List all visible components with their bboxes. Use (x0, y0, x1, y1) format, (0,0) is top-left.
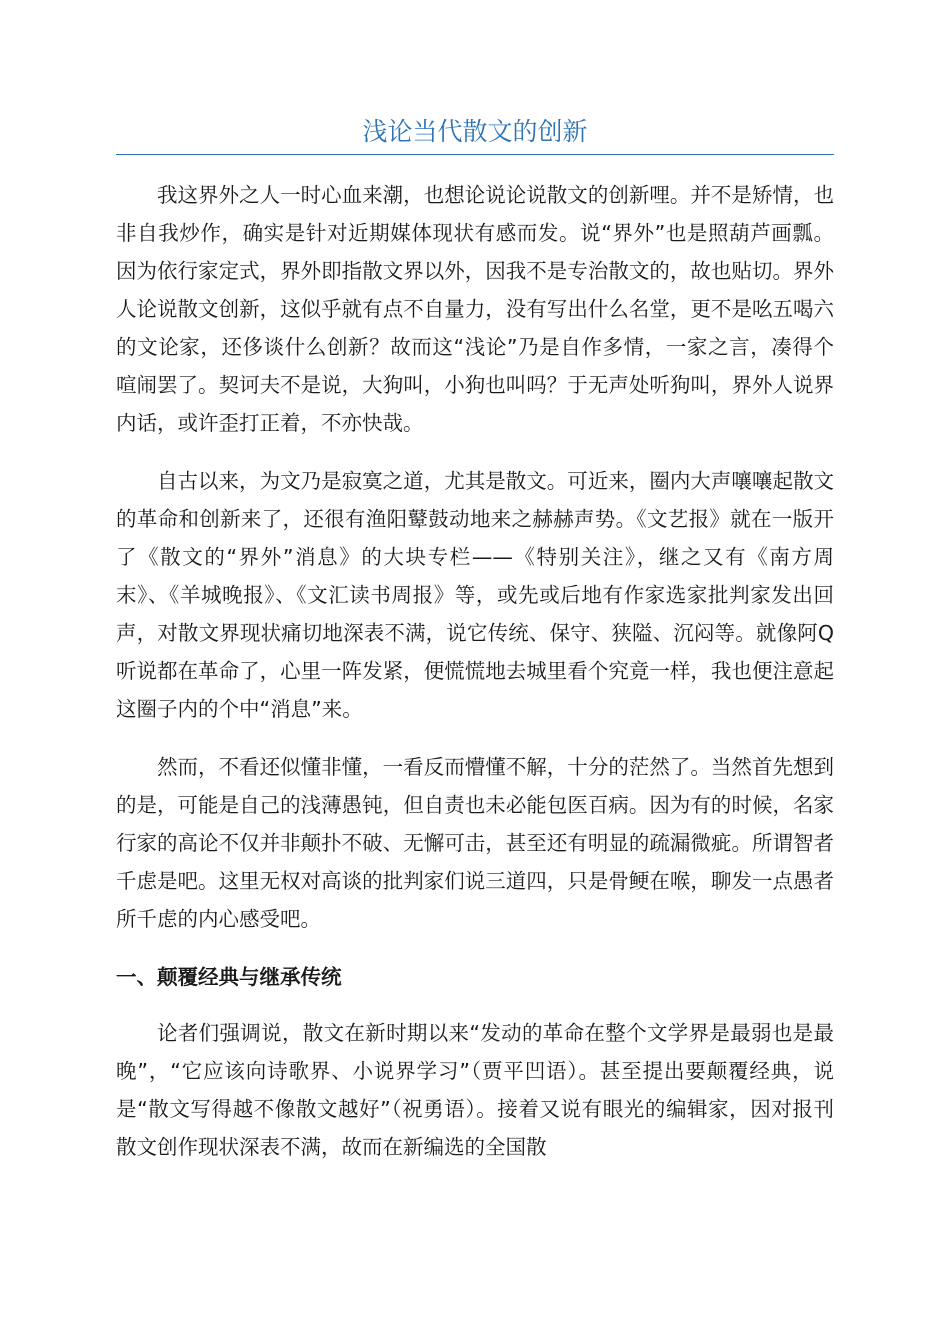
document-title: 浅论当代散文的创新 (362, 117, 588, 146)
document-body (116, 176, 834, 1186)
section-paragraph-1: 论者们强调说，散文在新时期以来“发动的革命在整个文学界是最弱也是最晚”，“它应该向诗歌界、小说界学习”（贾平凹语）。甚至提出要颠覆经典，说是“散文写得越不像散文越好”（祝勇语）。接着又说有眼光的编辑家，因对报刊散文创作现状深表不满，故而在新编选的全国散 (116, 1021, 834, 1159)
section-heading: 一、颠覆经典与继承传统 (116, 965, 342, 989)
paragraph-3: 然而，不看还似懂非懂，一看反而懵懂不解，十分的茫然了。当然首先想到的是，可能是自己的浅薄愚钝，但自责也未必能包医百病。因为有的时候，名家行家的高论不仅并非颠扑不破、无懈可击，甚至还有明显的疏漏微疵。所谓智者千虑是吧。这里无权对高谈的批判家们说三道四，只是骨鲠在喉，聊发一点愚者所千虑的内心感受吧。 (116, 755, 834, 931)
paragraph-1: 我这界外之人一时心血来潮，也想论说论说散文的创新哩。并不是矫情，也非自我炒作，确实是针对近期媒体现状有感而发。说“界外”也是照葫芦画瓢。因为依行家定式，界外即指散文界以外，因我不是专治散文的，故也贴切。界外人论说散文创新，这似乎就有点不自量力，没有写出什么名堂，更不是吆五喝六的文论家，还侈谈什么创新？故而这“浅论”乃是自作多情，一家之言，凑得个喧闹罢了。契诃夫不是说，大狗叫，小狗也叫吗？于无声处听狗叫，界外人说界内话，或许歪打正着，不亦快哉。 (116, 183, 834, 435)
title-underline (116, 154, 834, 155)
paragraph-2: 自古以来，为文乃是寂寞之道，尤其是散文。可近来，圈内大声嚷嚷起散文的革命和创新来了，还很有渔阳鼙鼓动地来之赫赫声势。《文艺报》就在一版开了《散文的“界外”消息》的大块专栏——《特别关注》，继之又有《南方周末》、《羊城晚报》、《文汇读书周报》等，或先或后地有作家选家批判家发出回声，对散文界现状痛切地深表不满，说它传统、保守、狭隘、沉闷等。就像阿Q听说都在革命了，心里一阵发紧，便慌慌地去城里看个究竟一样，我也便注意起这圈子内的个中“消息”来。 (116, 469, 834, 721)
